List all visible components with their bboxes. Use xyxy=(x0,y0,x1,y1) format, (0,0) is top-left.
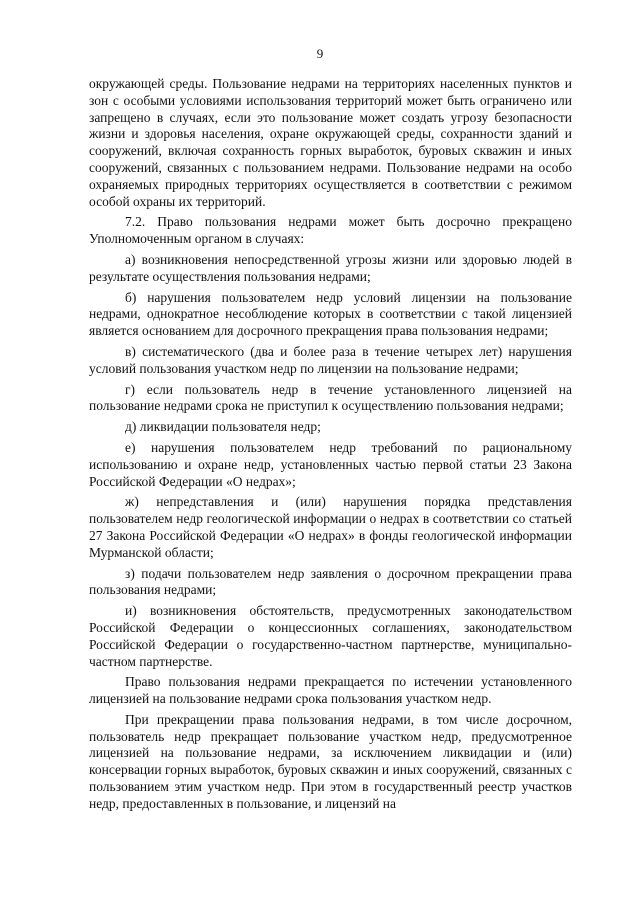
list-item-zh: ж) непредставления и (или) нарушения порядка представления пользователем недр геологической информации о недрах в соответствии со статьей 27 Закона Российской Федерации «О недрах» в фонды геологической информации Мурманской области; xyxy=(89,494,572,560)
list-item-z: з) подачи пользователем недр заявления о досрочном прекращении права пользования недрами; xyxy=(89,565,572,598)
paragraph-continuation: окружающей среды. Пользование недрами на территориях населенных пунктов и зон с особыми условиями использования территорий может быть ограничено или запрещено в случаях, если это пользование может создать угрозу безопасности жизни и здоровья населения, охране окружающей среды, сохранности зданий и сооружений, включая сохранность горных выработок, буровых скважин и иных сооружений, связанных с пользованием недрами. Пользование недрами на особо охраняемых природных территориях осуществляется в соответствии с режимом особой охраны их территорий. xyxy=(89,76,572,209)
paragraph-termination: При прекращении права пользования недрами, в том числе досрочном, пользователь недр прекращает пользование участком недр, предусмотренное лицензией на пользование недрами, за исключением ликвидации и (или) консервации горных выработок, буровых скважин и иных сооружений, связанных с пользованием этим участком недр. При этом в государственный реестр участков недр, предоставленных в пользование, и лицензий на xyxy=(89,711,572,811)
list-item-g: г) если пользователь недр в течение установленного лицензией на пользование недрами срока не приступил к осуществлению пользования недрами; xyxy=(89,381,572,414)
list-item-v: в) систематического (два и более раза в течение четырех лет) нарушения условий пользования участком недр по лицензии на пользование недрами; xyxy=(89,343,572,376)
list-item-a: а) возникновения непосредственной угрозы жизни или здоровью людей в результате осуществления пользования недрами; xyxy=(89,251,572,284)
list-item-i: и) возникновения обстоятельств, предусмотренных законодательством Российской Федерации о концессионных соглашениях, законодательством Российской Федерации о государственно-частном партнерстве, муниципально-частном партнерстве. xyxy=(89,603,572,669)
list-item-d: д) ликвидации пользователя недр; xyxy=(125,419,321,435)
paragraph-expiry: Право пользования недрами прекращается по истечении установленного лицензией на пользование недрами срока пользования участком недр. xyxy=(89,674,572,707)
list-item-b: б) нарушения пользователем недр условий лицензии на пользование недрами, однократное несоблюдение которых в соответствии с такой лицензией является основанием для досрочного прекращения права пользования недрами; xyxy=(89,289,572,339)
document-body xyxy=(89,76,572,817)
paragraph-7-2: 7.2. Право пользования недрами может быть досрочно прекращено Уполномоченным органом в случаях: xyxy=(89,214,572,247)
page-number: 9 xyxy=(316,46,324,61)
list-item-e: е) нарушения пользователем недр требований по рациональному использованию и охране недр, установленных частью первой статьи 23 Закона Российской Федерации «О недрах»; xyxy=(89,439,572,489)
